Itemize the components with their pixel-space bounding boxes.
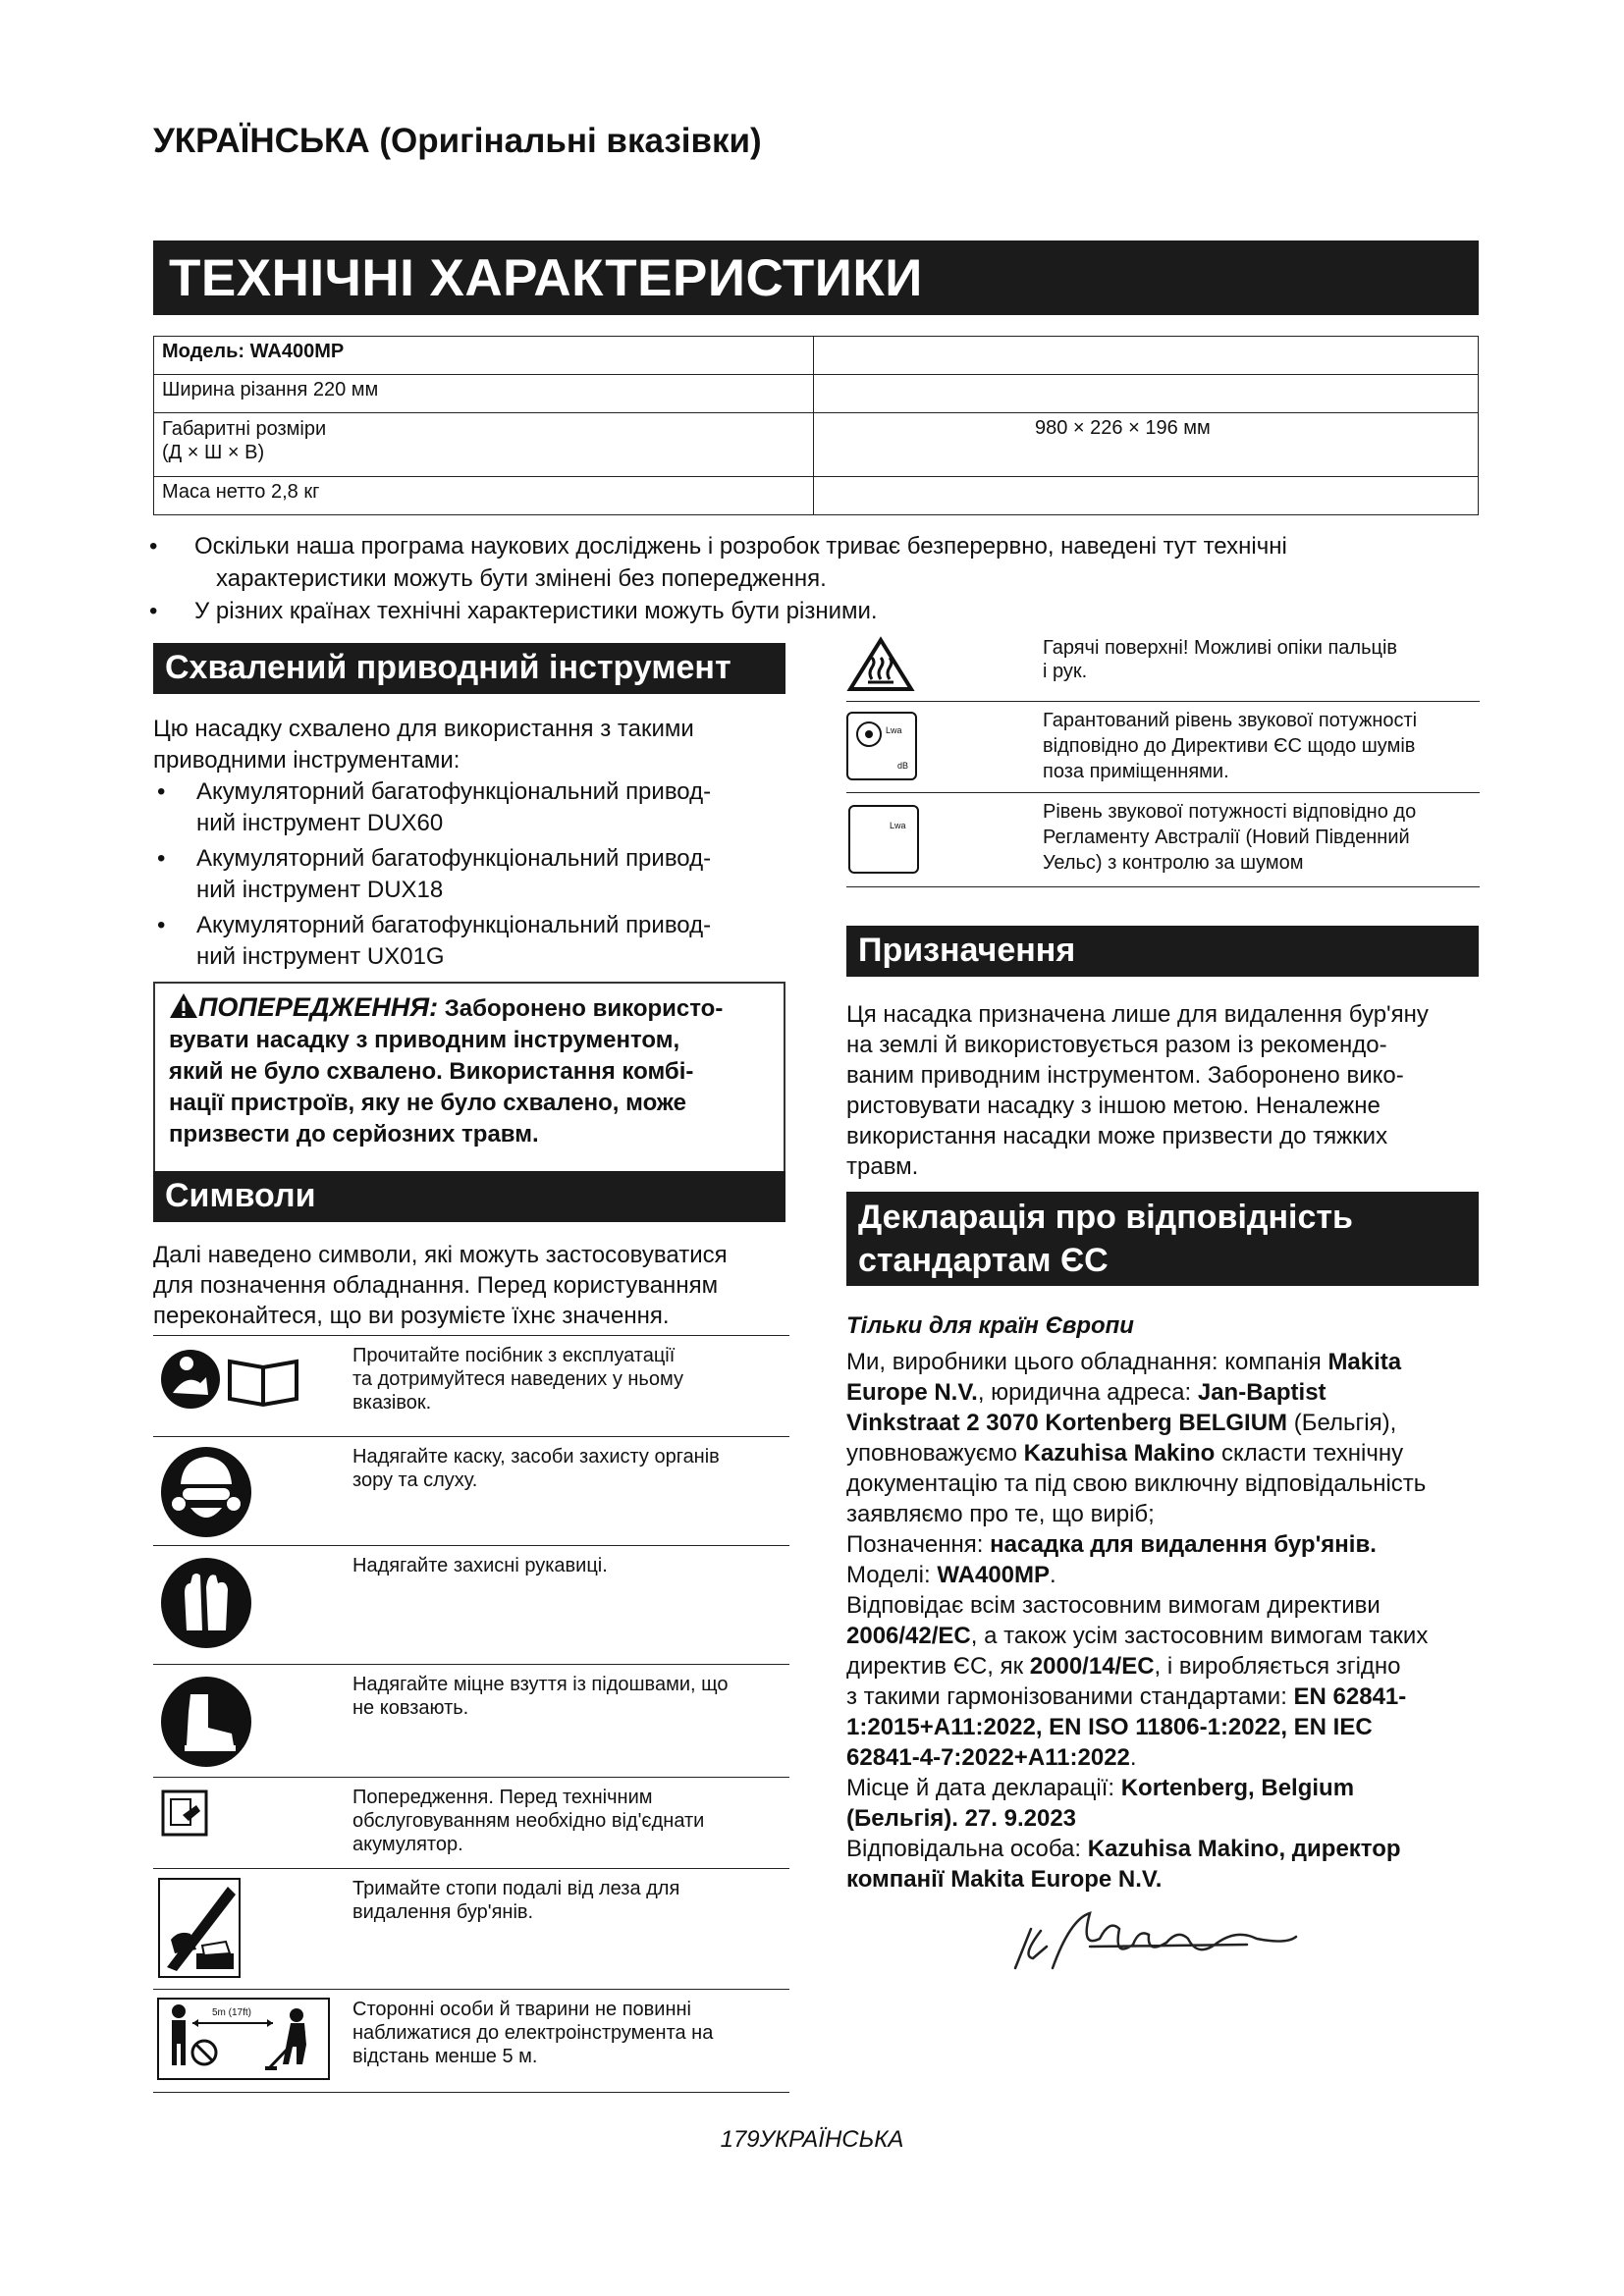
declaration-title	[858, 1196, 1353, 1282]
symbol-text-line: Надягайте каску, засоби захисту органів	[352, 1446, 720, 1468]
decl-text: заявляємо про те, що виріб;	[846, 1501, 1155, 1527]
symbol-row	[846, 630, 1480, 702]
symbol-description	[1043, 636, 1475, 683]
decl-text: документацію та під свою виключну відповідальність	[846, 1470, 1427, 1497]
purpose-line: на землі й використовується разом із рекомендо-	[846, 1032, 1387, 1058]
symbol-text-line: Гарячі поверхні! Можливі опіки пальців	[1043, 637, 1398, 659]
symbol-text-line: відстань менше 5 м.	[352, 2046, 538, 2067]
decl-standard: 62841-4-7:2022+A11:2022	[846, 1744, 1130, 1771]
symbol-row	[153, 1545, 789, 1664]
table-row	[154, 477, 1479, 515]
purpose-title: Призначення	[858, 932, 1076, 969]
symbol-row	[153, 1335, 789, 1436]
decl-text: директив ЄС, як	[846, 1653, 1030, 1680]
symbol-text-line: Гарантований рівень звукової потужності	[1043, 710, 1418, 731]
symbol-description	[352, 1786, 775, 1856]
list-item-cont: ний інструмент DUX60	[196, 810, 444, 836]
speaker-icon	[854, 720, 884, 749]
purpose-body	[846, 999, 1485, 1182]
warning-triangle-icon	[169, 992, 198, 1019]
warning-heading: ПОПЕРЕДЖЕННЯ:	[198, 992, 439, 1022]
boots-icon	[157, 1673, 334, 1776]
read-manual-icon	[157, 1344, 334, 1417]
symbol-text-line: поза приміщеннями.	[1043, 761, 1229, 782]
symbol-text-line: Рівень звукової потужності відповідно до	[1043, 801, 1417, 823]
symbol-text-line: Попередження. Перед технічним	[352, 1787, 653, 1808]
symbol-description	[1043, 708, 1475, 784]
decl-standard: EN 62841-	[1293, 1683, 1407, 1710]
warning-text: вувати насадку з приводним інструментом,	[169, 1027, 680, 1053]
specs-table	[153, 336, 1479, 515]
declaration-title-line: стандартам ЄС	[858, 1242, 1109, 1279]
symbols-intro	[153, 1240, 791, 1331]
decl-person: Kazuhisa Makino	[1023, 1440, 1216, 1467]
symbol-row	[153, 1436, 789, 1545]
page-footer: 179УКРАЇНСЬКА	[720, 2126, 904, 2153]
declaration-body: Тільки для країн Європи Ми, виробники цього обладнання: компанія Makita Europe N.V., юридична адреса: Jan-Baptist Vinkstraat 2 3070 Kortenberg BELGIUM (Бельгія), уповноважуємо Kazuhisa Makino скласти технічну документацію та під свою виключну відповідальність заявляємо про те, що виріб; Позначення: насадка для видалення бур'янів. Моделі: WA400MP. Відповідає всім застосовним вимогам директиви 2006/42/EC, а також усім застосовним вимогам таких директив ЄС, як 2000/14/EC, і виробляється згідно з такими гармонізованими стандартами: EN 62841- 1:2015+A11:2022, EN ISO 11806-1:2022, EN IEC 62841-4-7:2022+A11:2022. Місце й дата декларації: Kortenberg, Belgium (Бельгія). 27. 9.2023 Відповідальна особа: Kazuhisa Makino, директор компанії Makita Europe N.V.	[846, 1310, 1485, 1895]
warning-text: Заборонено використо-	[444, 995, 724, 1022]
decl-place: Kortenberg, Belgium	[1120, 1775, 1355, 1801]
decl-text: Відповідає всім застосовним вимогам директиви	[846, 1592, 1380, 1619]
disconnect-battery-icon	[157, 1786, 334, 1845]
list-item: • Акумуляторний багатофункціональний привод-	[153, 843, 791, 875]
spec-dimensions-axes: (Д × Ш × В)	[162, 442, 265, 463]
symbol-text-line: наближатися до електроінструмента на	[352, 2022, 714, 2044]
warning-text: призвести до серйозних травм.	[169, 1121, 539, 1148]
symbol-text-line: Надягайте захисні рукавиці.	[352, 1555, 608, 1576]
spec-value	[814, 337, 1479, 375]
language-title: УКРАЇНСЬКА (Оригінальні вказівки)	[153, 122, 762, 160]
symbol-row	[846, 793, 1480, 887]
declaration-banner	[846, 1192, 1479, 1286]
symbol-description	[352, 1344, 775, 1415]
decl-address: Vinkstraat 2 3070 Kortenberg BELGIUM	[846, 1410, 1288, 1436]
purpose-line: ристовувати насадку з іншою метою. Неналежне	[846, 1093, 1380, 1119]
decl-text: скласти технічну	[1215, 1440, 1404, 1467]
symbol-text-line: Уельс) з контролю за шумом	[1043, 852, 1304, 874]
symbol-text-line: Тримайте стопи подалі від леза для	[352, 1878, 680, 1899]
spec-dimensions-label	[154, 413, 814, 477]
approved-intro-line: приводними інструментами:	[153, 747, 460, 774]
symbol-text-line: відповідно до Директиви ЄС щодо шумів	[1043, 735, 1416, 757]
lwa-label: Lwa	[886, 725, 902, 735]
symbol-text-line: видалення бур'янів.	[352, 1901, 534, 1923]
approved-tools-title: Схвалений приводний інструмент	[165, 649, 731, 686]
spec-notes	[147, 530, 1483, 627]
helmet-goggles-ear-protection-icon	[157, 1445, 334, 1544]
table-row	[154, 413, 1479, 477]
symbols-banner	[153, 1171, 785, 1222]
decl-directive: 2006/42/EC	[846, 1623, 971, 1649]
symbol-row	[153, 1989, 789, 2093]
db-label: dB	[897, 761, 909, 771]
warning-text: який не було схвалено. Використання комбі-	[169, 1058, 694, 1085]
declaration-subtitle: Тільки для країн Європи	[846, 1312, 1134, 1339]
approved-tools-banner	[153, 643, 785, 694]
decl-company: Europe N.V.	[846, 1379, 978, 1406]
symbol-description	[352, 1877, 775, 1924]
list-item: • Акумуляторний багатофункціональний привод-	[153, 910, 791, 941]
keep-distance-icon	[157, 1998, 334, 2080]
spec-note: • У різних країнах технічні характеристики можуть бути різними.	[147, 595, 1483, 627]
sound-power-ec-icon	[846, 712, 1023, 780]
signature	[1001, 1899, 1306, 1988]
decl-place: (Бельгія). 27. 9.2023	[846, 1805, 1077, 1832]
warning-box	[153, 982, 785, 1192]
symbols-intro-line: Далі наведено символи, які можуть застосовуватися	[153, 1242, 728, 1268]
spec-dimensions-value: 980 × 226 × 196 мм	[814, 413, 1479, 477]
symbol-text-line: та дотримуйтеся наведених у ньому	[352, 1368, 683, 1390]
spec-dimensions-text: Габаритні розміри	[162, 418, 327, 440]
symbols-table-right	[846, 630, 1480, 887]
decl-address: Jan-Baptist	[1197, 1379, 1326, 1406]
list-item-cont: ний інструмент UX01G	[196, 943, 445, 970]
decl-text: Ми, виробники цього обладнання: компанія	[846, 1349, 1328, 1375]
spec-model: Модель: WA400MP	[154, 337, 814, 375]
decl-directive: 2000/14/EC	[1029, 1653, 1155, 1680]
decl-company: Makita	[1327, 1349, 1402, 1375]
symbols-title: Символи	[165, 1177, 316, 1214]
spec-net-weight: Маса нетто 2,8 кг	[154, 477, 814, 515]
purpose-line: ваним приводним інструментом. Заборонено вико-	[846, 1062, 1404, 1089]
symbol-text-line: акумулятор.	[352, 1834, 463, 1855]
decl-text: , а також усім застосовним вимогам таких	[970, 1623, 1429, 1649]
symbol-text-line: вказівок.	[352, 1392, 432, 1414]
decl-text: Моделі:	[846, 1562, 938, 1588]
table-row	[154, 337, 1479, 375]
decl-text: уповноважуємо	[846, 1440, 1024, 1467]
symbol-row	[153, 1868, 789, 1989]
table-row	[154, 375, 1479, 413]
hot-surface-icon	[846, 636, 1023, 698]
spec-cutting-width: Ширина різання 220 мм	[154, 375, 814, 413]
symbol-description	[352, 1998, 775, 2068]
decl-designation: насадка для видалення бур'янів.	[990, 1531, 1377, 1558]
symbol-text-line: Прочитайте посібник з експлуатації	[352, 1345, 676, 1366]
decl-model: WA400MP	[937, 1562, 1051, 1588]
approved-tools-body	[153, 714, 791, 973]
decl-text: , юридична адреса:	[977, 1379, 1198, 1406]
decl-text: Відповідальна особа:	[846, 1836, 1088, 1862]
decl-text: (Бельгія),	[1287, 1410, 1397, 1436]
symbol-text-line: Регламенту Австралії (Новий Південний	[1043, 827, 1410, 848]
decl-text: Місце й дата декларації:	[846, 1775, 1121, 1801]
decl-responsible: Kazuhisa Makino, директор	[1087, 1836, 1401, 1862]
specs-title: ТЕХНІЧНІ ХАРАКТЕРИСТИКИ	[169, 249, 923, 307]
symbol-description	[352, 1445, 775, 1492]
symbol-text-line: не ковзають.	[352, 1697, 469, 1719]
purpose-line: використання насадки може призвести до тяжких	[846, 1123, 1388, 1149]
symbol-description	[1043, 799, 1475, 876]
symbol-row	[846, 702, 1480, 793]
declaration-title-line: Декларація про відповідність	[858, 1199, 1353, 1236]
symbol-text-line: обслуговуванням необхідно від'єднати	[352, 1810, 705, 1832]
list-item-cont: ний інструмент DUX18	[196, 877, 444, 903]
symbol-description	[352, 1554, 775, 1577]
spec-value	[814, 375, 1479, 413]
symbol-row	[153, 1777, 789, 1868]
symbol-text-line: Сторонні особи й тварини не повинні	[352, 1999, 691, 2020]
spec-note-cont: характеристики можуть бути змінені без попередження.	[216, 565, 827, 592]
decl-text: , і виробляється згідно	[1154, 1653, 1401, 1680]
decl-responsible: компанії Makita Europe N.V.	[846, 1866, 1163, 1893]
symbol-row	[153, 1664, 789, 1777]
spec-value	[814, 477, 1479, 515]
symbol-text-line: зору та слуху.	[352, 1469, 478, 1491]
approved-intro-line: Цю насадку схвалено для використання з такими	[153, 716, 694, 742]
symbol-description	[352, 1673, 775, 1720]
distance-label: 5m (17ft)	[212, 2007, 252, 2018]
keep-feet-away-icon	[157, 1877, 334, 1984]
lwa-label: Lwa	[890, 821, 906, 830]
symbols-intro-line: переконайтеся, що ви розумієте їхнє значення.	[153, 1303, 670, 1329]
symbol-text-line: і рук.	[1043, 661, 1088, 682]
spec-note: • Оскільки наша програма наукових досліджень і розробок триває безперервно, наведені тут технічні	[147, 530, 1483, 562]
symbols-intro-line: для позначення обладнання. Перед користуванням	[153, 1272, 719, 1299]
list-item: • Акумуляторний багатофункціональний привод-	[153, 776, 791, 808]
symbols-table	[153, 1335, 789, 2093]
decl-standard: 1:2015+A11:2022, EN ISO 11806-1:2022, EN IEC	[846, 1714, 1373, 1740]
decl-text: з такими гармонізованими стандартами:	[846, 1683, 1294, 1710]
warning-text: нації пристроїв, яку не було схвалено, може	[169, 1090, 686, 1116]
sound-power-australia-icon	[848, 805, 1025, 874]
specs-banner	[153, 240, 1479, 315]
symbol-text-line: Надягайте міцне взуття із підошвами, що	[352, 1674, 729, 1695]
decl-text: Позначення:	[846, 1531, 991, 1558]
gloves-icon	[157, 1554, 334, 1657]
purpose-line: Ця насадка призначена лише для видалення бур'яну	[846, 1001, 1429, 1028]
purpose-line: травм.	[846, 1153, 919, 1180]
purpose-banner	[846, 926, 1479, 977]
